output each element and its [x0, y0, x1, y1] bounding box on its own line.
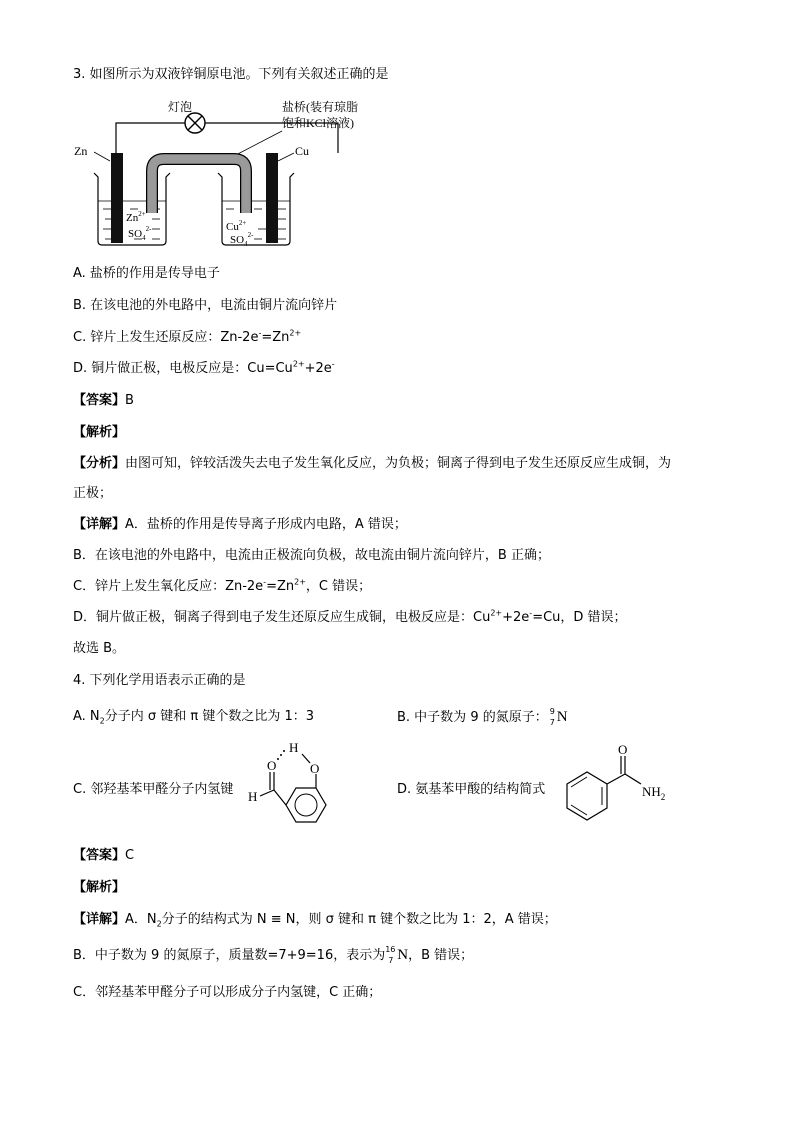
svg-text:SO42-: $SO_4^{2-}$ — [128, 225, 152, 242]
left-ion-so4: SO — [128, 228, 143, 240]
zn-label: Zn — [74, 144, 88, 158]
q3-conclusion: 故选 B。 — [73, 641, 126, 656]
svg-text:H: H — [248, 789, 258, 804]
cu-label: Cu — [295, 144, 310, 158]
q4-option-a: A. $N_2$分子内 σ 键和 π 键个数之比为 1：3 — [73, 709, 315, 726]
svg-text:O: O — [310, 761, 320, 776]
q3-stem: 3. 如图所示为双液锌铜原电池。下列有关叙述正确的是 — [73, 67, 389, 82]
svg-text:NH2: $NH_2$ — [642, 784, 666, 802]
q4-option-d: D. 氨基苯甲酸的结构简式 — [397, 782, 546, 797]
right-ion-cu: Cu — [226, 221, 239, 233]
q3-option-d: D. 铜片做正极，电极反应是：$Cu=Cu^{2+}+2e^-$ — [73, 359, 335, 376]
left-beaker — [94, 173, 170, 245]
q3-option-c: C. 锌片上发生还原反应：$Zn-2e^-=Zn^{2+}$ — [73, 328, 302, 345]
q3-fenxi-line2: 正极； — [73, 486, 113, 501]
salt-bridge-label-1: 盐桥(装有琼脂 — [282, 100, 358, 114]
q4-detail-c: C．邻羟基苯甲醛分子可以形成分子内氢键，C 正确； — [73, 985, 382, 1000]
svg-text:H: H — [289, 740, 299, 755]
q3-detail-c: C．锌片上发生氧化反应：$Zn-2e^-=Zn^{2+}$，C 错误； — [73, 577, 372, 594]
svg-text:SO42-: $SO_4^{2-}$ — [230, 231, 254, 248]
q4-detail-b: B．中子数为 9 的氮原子，质量数=7+9=16，表示为 16 7 N，B 错误； — [73, 945, 474, 965]
q3-option-b: B. 在该电池的外电路中，电流由铜片流向锌片 — [73, 298, 338, 313]
right-ion-so4: SO — [230, 234, 245, 246]
q3-answer: 【答案】B — [73, 393, 134, 408]
structure-o-hydroxybenzaldehyde — [244, 738, 350, 834]
q3-detail-b: B．在该电池的外电路中，电流由正极流向负极，故电流由铜片流向锌片，B 正确； — [73, 548, 550, 563]
svg-text:Zn2+: $Zn^{2+}$ — [126, 210, 146, 224]
q4-option-b: B. 中子数为 9 的氮原子： 9 7 N — [397, 707, 568, 727]
bulb-icon — [185, 113, 205, 133]
zn-electrode — [111, 153, 123, 243]
q4-answer: 【答案】C — [73, 848, 135, 863]
q3-detail-d: D．铜片做正极，铜离子得到电子发生还原反应生成铜，电极反应是：$Cu^{2+}+2e^-=Cu$，D 错误； — [73, 608, 627, 625]
bulb-label: 灯泡 — [168, 100, 193, 114]
q4-option-c: C. 邻羟基苯甲醛分子内氢键 — [73, 782, 234, 797]
svg-text:O: O — [267, 758, 277, 773]
nuclide-9-7-n: 9 7 — [549, 707, 555, 727]
left-ion-zn: Zn — [126, 212, 139, 224]
q3-fenxi-line1: 【分析】由图可知，锌较活泼失去电子发生氧化反应，为负极；铜离子得到电子发生还原反应生成铜，为 — [73, 456, 672, 471]
cu-electrode — [266, 153, 278, 243]
nuclide-16-7-n: 16 7 — [385, 945, 396, 965]
q3-analysis-tag: 【解析】 — [73, 425, 126, 440]
right-beaker — [218, 173, 294, 248]
structure-benzamide — [555, 740, 675, 832]
galvanic-cell-figure — [70, 97, 370, 249]
svg-text:Cu2+: $Cu^{2+}$ — [226, 219, 247, 233]
q4-analysis-tag: 【解析】 — [73, 880, 126, 895]
q3-option-a: A. 盐桥的作用是传导电子 — [73, 266, 220, 281]
svg-text:O: O — [618, 742, 628, 757]
salt-bridge-label-2: 饱和KCl溶液) — [282, 116, 355, 130]
q4-detail-a: 【详解】A．$N_2$分子的结构式为 N ≡ N，则 σ 键和 π 键个数之比为 1：2，A 错误； — [73, 912, 557, 929]
q4-stem: 4. 下列化学用语表示正确的是 — [73, 673, 246, 688]
q3-detail-a: 【详解】A．盐桥的作用是传导离子形成内电路，A 错误； — [73, 517, 407, 532]
